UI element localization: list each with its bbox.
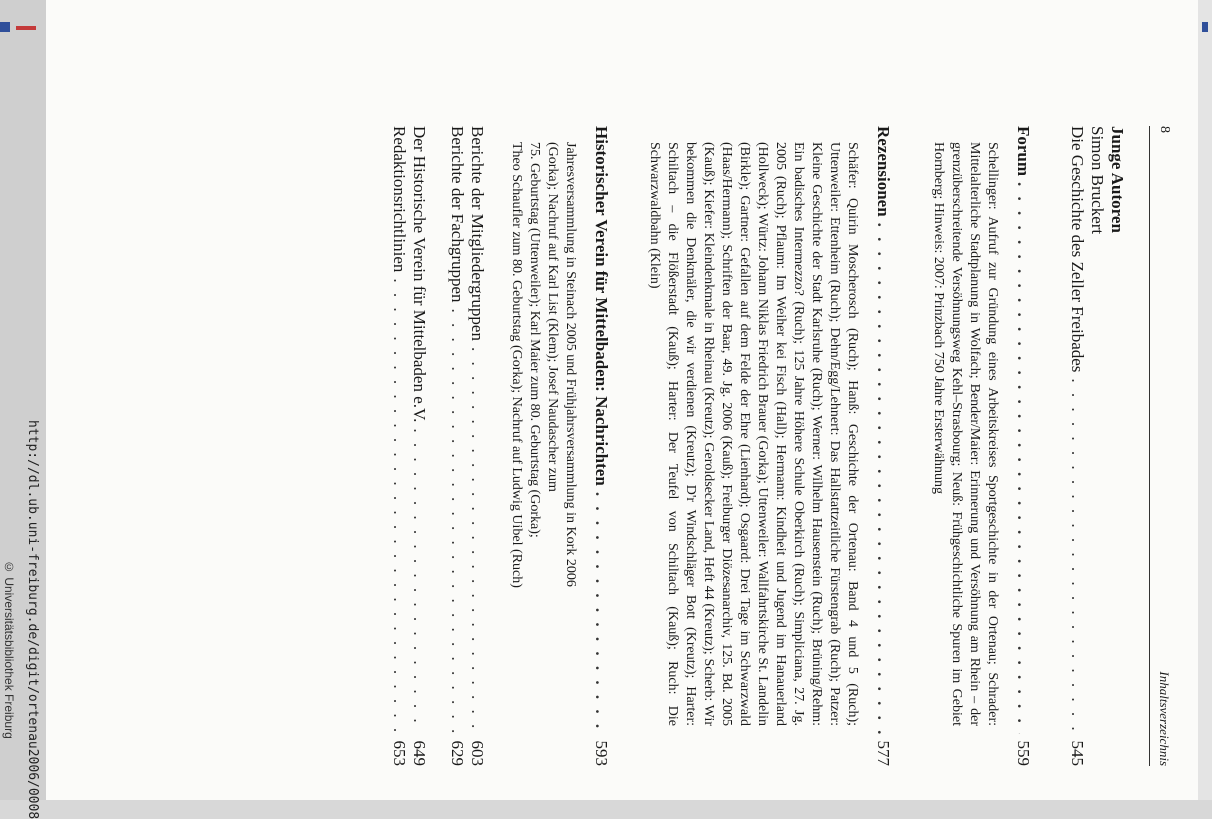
toc-page-number: 653 (390, 740, 409, 766)
toc-entry-title: Berichte der Mitgliedergruppen (468, 126, 487, 341)
leader-dots (1067, 378, 1087, 734)
hist-line: (Gorka); Nachruf auf Karl List (Klem); Josef Naudascher zum (545, 142, 560, 492)
toc-author: Simon Bruckert (1088, 126, 1107, 235)
hist-line: Theo Schaufler zum 80. Geburtstag (Gorka); Nachruf auf Ludwig Uibel (Ruch) (509, 142, 524, 588)
toc-page-number: 629 (448, 740, 467, 766)
leader-dots (447, 309, 467, 734)
leader-dots (873, 223, 893, 734)
toc-entry-title: Redaktionsrichtlinien (390, 126, 409, 273)
document-url[interactable]: http://dl.ub.uni-freiburg.de/digit/ortenau2006/0008 (25, 420, 40, 819)
toc-page-number: 593 (592, 740, 611, 766)
scan-color-marker (16, 26, 36, 30)
toc-page-number: 545 (1068, 740, 1087, 766)
leader-dots (467, 347, 487, 734)
historischer-verein-description (507, 142, 579, 726)
hist-line: Jahresversammlung in Steinach 2005 und Frühjahrsversammlung in Kork 2006 (563, 142, 578, 587)
section-heading-historischer-verein: Historischer Verein für Mittelbaden: Nachrichten (592, 126, 611, 486)
toc-page-rotated (162, 126, 1172, 766)
toc-entry-historischer-verein-ev[interactable] (409, 126, 429, 766)
running-header (1149, 126, 1172, 766)
toc-entry-title: Die Geschichte des Zeller Freibades (1068, 126, 1087, 373)
toc-page-number: 559 (1014, 740, 1033, 766)
leader-dots (389, 278, 409, 734)
section-heading-rezensionen: Rezensionen (874, 126, 893, 217)
toc-entry-redaktionsrichtlinien[interactable] (389, 126, 409, 766)
rezensionen-description: Schäfer: Quirin Moscherosch (Ruch); Hanß: Geschichte der Ortenau: Band 4 und 5 (Ruch); Uttenweiler: Ettenheim (Ruch); Dehn/Egg/Lehnert: Das Hallstattzeitliche Fürstengrab (Ruch); Patzer: Kleine Geschichte der Stadt Karlsruhe (Ruch); Werner: Wilhelm Hausenstein (Ruch); Brüning/Rehm: Ein badisches Intermezzo? (Ruch); 125 Jahre Höhere Schule Oberkirch (Ruch); Simpliciana, 27. Jg. 2005 (Ruch); Pflaum: Im Weiher kei Fisch (Hall); Hermann: Kindheit und Jugend im Hanauerland (Hollweck); Würtz: Johann Niklas Friedrich Brauer (Gorka); Uttenweiler: Wallfahrtskirche St. Landelin (Birkle); Gartner: Gefallen auf dem Felde der Ehre (Lienhard); Osgaard: Drei Tage im Schwarzwald (Haas/Hermann); Schriften der Baar, 49. Jg. 2006 (Kauß); Freiburger Diözesanarchiv, 125. Bd. 2005 (Kauß); Kiefer: Kleindenkmale in Rheinau (Kreutz); Geroldsecker Land, Heft 44 (Kreutz); Scherb: Wir bekommen die Denkmäler, die wir verdienen (Kreutz); D'r Windschläger Bott (Kreutz); Harter: Schiltach – die Flößerstadt (Kauß); Harter: Der Teufel von Schiltach (Kauß); Ruch: Die Schwarzwaldbahn (Klein) (647, 142, 860, 726)
toc-entry-zeller-freibad[interactable] (1067, 126, 1087, 766)
toc-entry-title: Berichte der Fachgruppen (448, 126, 467, 303)
scan-color-marker (0, 22, 10, 32)
forum-description: Schellinger: Aufruf zur Gründung eines Arbeitskreises Sportgeschichte in der Ortenau; Schrader: Mittelalterliche Stadtplanung in Wolfach; Bender/Maier: Erinnerung und Versöhnung am Rhein – der grenzüberschreitende Versöhnungsweg Kehl–Strasbourg; Neuß: Frühgeschichtliche Spuren im Gebiet Hornberg; Hinweis: 2007: Prinzbach 750 Jahre Ersterwähnung (931, 142, 1000, 726)
toc-entry-forum[interactable] (1013, 126, 1033, 766)
page-number: 8 (1157, 126, 1172, 133)
leader-dots (1013, 182, 1033, 734)
toc-entry-rezensionen[interactable] (873, 126, 893, 766)
copyright-notice: © Universitätsbibliothek Freiburg (2, 560, 16, 739)
hist-line: 75. Geburtstag (Uttenweiler); Karl Maier zum 80. Geburtstag (Gorka); (527, 142, 542, 538)
leader-dots (409, 428, 429, 734)
scan-color-marker (1202, 22, 1208, 32)
toc-page-number: 603 (468, 740, 487, 766)
toc-entry-historischer-verein[interactable] (591, 126, 611, 766)
toc-entry-fachgruppen[interactable] (447, 126, 467, 766)
toc-page-number: 649 (410, 740, 429, 766)
toc-entry-mitgliedergruppen[interactable] (467, 126, 487, 766)
toc-page-number: 577 (874, 740, 893, 766)
running-head-title: Inhaltsverzeichnis (1157, 671, 1172, 766)
leader-dots (591, 492, 611, 734)
viewer-right-margin (1198, 0, 1212, 800)
section-heading-forum: Forum (1014, 126, 1033, 177)
scanned-page (46, 0, 1198, 800)
viewer-left-margin (0, 0, 46, 819)
toc-entry-title: Der Historische Verein für Mittelbaden e.V. (410, 126, 429, 423)
section-heading-junge-autoren: Junge Autoren (1108, 126, 1127, 233)
